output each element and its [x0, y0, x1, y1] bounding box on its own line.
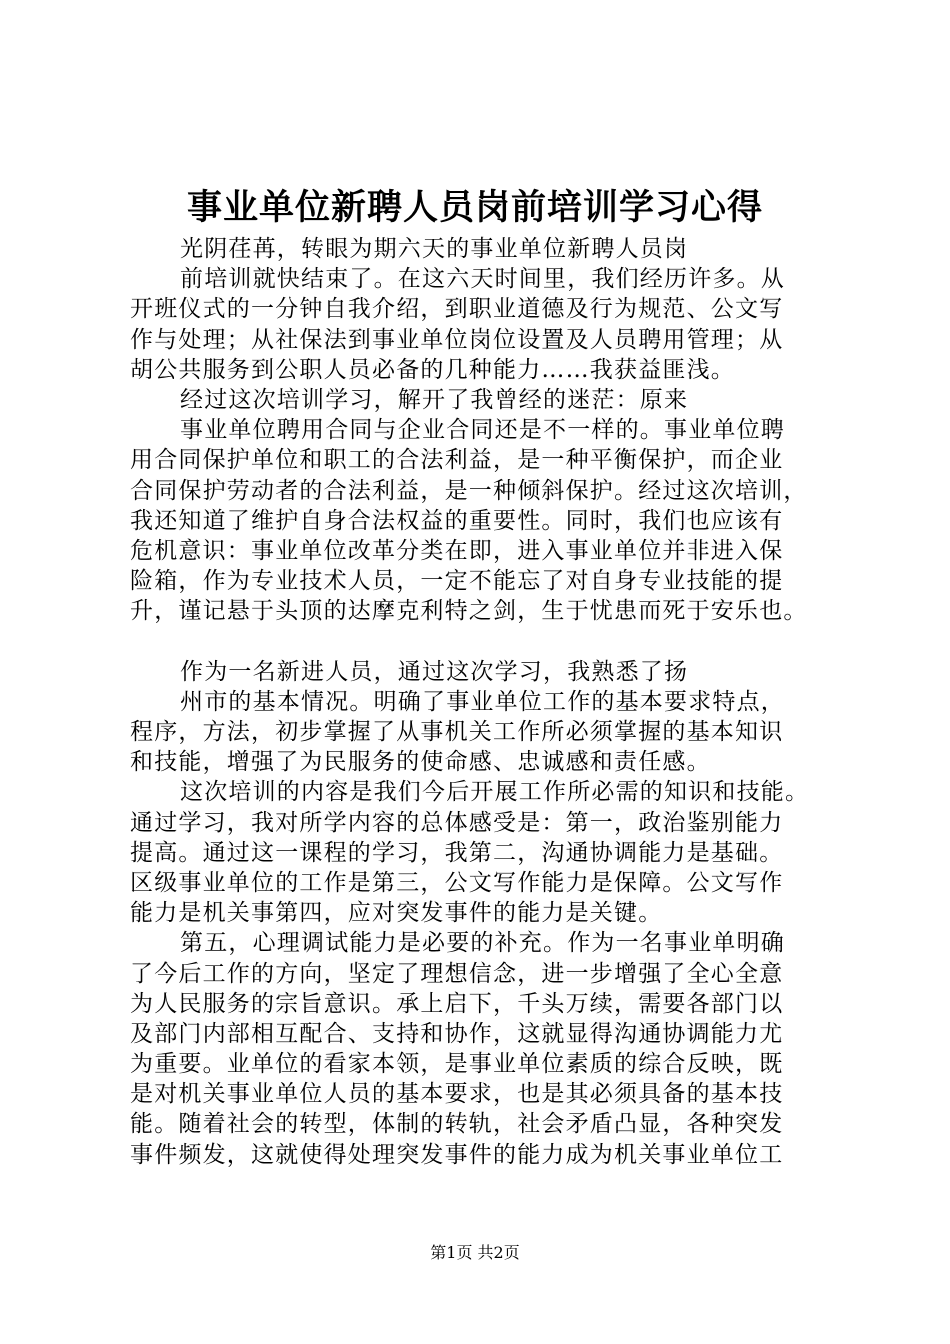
text-line: 胡公共服务到公职人员必备的几种能力……我获益匪浅。: [130, 356, 735, 383]
text-line: 合同保护劳动者的合法利益，是一种倾斜保护。经过这次培训，: [130, 477, 808, 504]
text-line: 用合同保护单位和职工的合法利益，是一种平衡保护，而企业: [130, 447, 784, 474]
text-line: 升，谨记悬于头顶的达摩克利特之剑，生于忧患而死于安乐也。: [130, 598, 808, 625]
text-line: 危机意识：事业单位改革分类在即，进入事业单位并非进入保: [130, 537, 784, 564]
blank-line: [130, 626, 830, 656]
text-line: 程序，方法，初步掌握了从事机关工作所必须掌握的基本知识: [130, 719, 784, 745]
text-line: 为人民服务的宗旨意识。承上启下，千头万续，需要各部门以: [130, 990, 784, 1017]
text-line: 了今后工作的方向，坚定了理想信念，进一步增强了全心全意: [130, 960, 784, 987]
text-line: 前培训就快结束了。在这六天时间里，我们经历许多。从: [180, 266, 785, 293]
text-line: 事业单位聘用合同与企业合同还是不一样的。事业单位聘: [180, 417, 785, 444]
text-line: 为重要。业单位的看家本领，是事业单位素质的综合反映，既: [130, 1051, 784, 1078]
text-line: 经过这次培训学习，解开了我曾经的迷茫：原来: [180, 386, 689, 413]
document-title: 事业单位新聘人员岗前培训学习心得: [186, 187, 763, 228]
text-line: 险箱，作为专业技术人员，一定不能忘了对自身专业技能的提: [130, 568, 784, 595]
text-line: 作与处理；从社保法到事业单位岗位设置及人员聘用管理；从: [130, 326, 784, 353]
text-line: 我还知道了维护自身合法权益的重要性。同时，我们也应该有: [130, 507, 784, 534]
page-footer: 第1页 共2页: [430, 1243, 520, 1262]
text-line: 这次培训的内容是我们今后开展工作所必需的知识和技能。: [180, 779, 810, 806]
text-line: 开班仪式的一分钟自我介绍，到职业道德及行为规范、公文写: [130, 296, 784, 323]
text-line: 能。随着社会的转型，体制的转轨，社会矛盾凸显，各种突发: [130, 1111, 784, 1138]
text-line: 能力是机关事第四，应对突发事件的能力是关键。: [130, 900, 663, 927]
text-line: 通过学习，我对所学内容的总体感受是：第一，政治鉴别能力: [130, 809, 784, 836]
text-line: 和技能，增强了为民服务的使命感、忠诚感和责任感。: [130, 749, 711, 776]
text-line: 是对机关事业单位人员的基本要求，也是其必须具备的基本技: [130, 1081, 784, 1108]
text-line: 州市的基本情况。明确了事业单位工作的基本要求特点，: [180, 688, 785, 715]
text-line: 区级事业单位的工作是第三，公文写作能力是保障。公文写作: [130, 869, 784, 896]
text-line: 提高。通过这一课程的学习，我第二，沟通协调能力是基础。: [130, 839, 784, 866]
text-line: 事件频发，这就使得处理突发事件的能力成为机关事业单位工: [130, 1141, 784, 1168]
text-line: 及部门内部相互配合、支持和协作，这就显得沟通协调能力尤: [130, 1020, 784, 1047]
document-body: [130, 234, 830, 1170]
text-line: 第五，心理调试能力是必要的补充。作为一名事业单明确: [180, 930, 785, 957]
text-line: 作为一名新进人员，通过这次学习，我熟悉了扬: [180, 658, 689, 685]
text-line: 光阴荏苒，转眼为期六天的事业单位新聘人员岗: [180, 236, 689, 262]
